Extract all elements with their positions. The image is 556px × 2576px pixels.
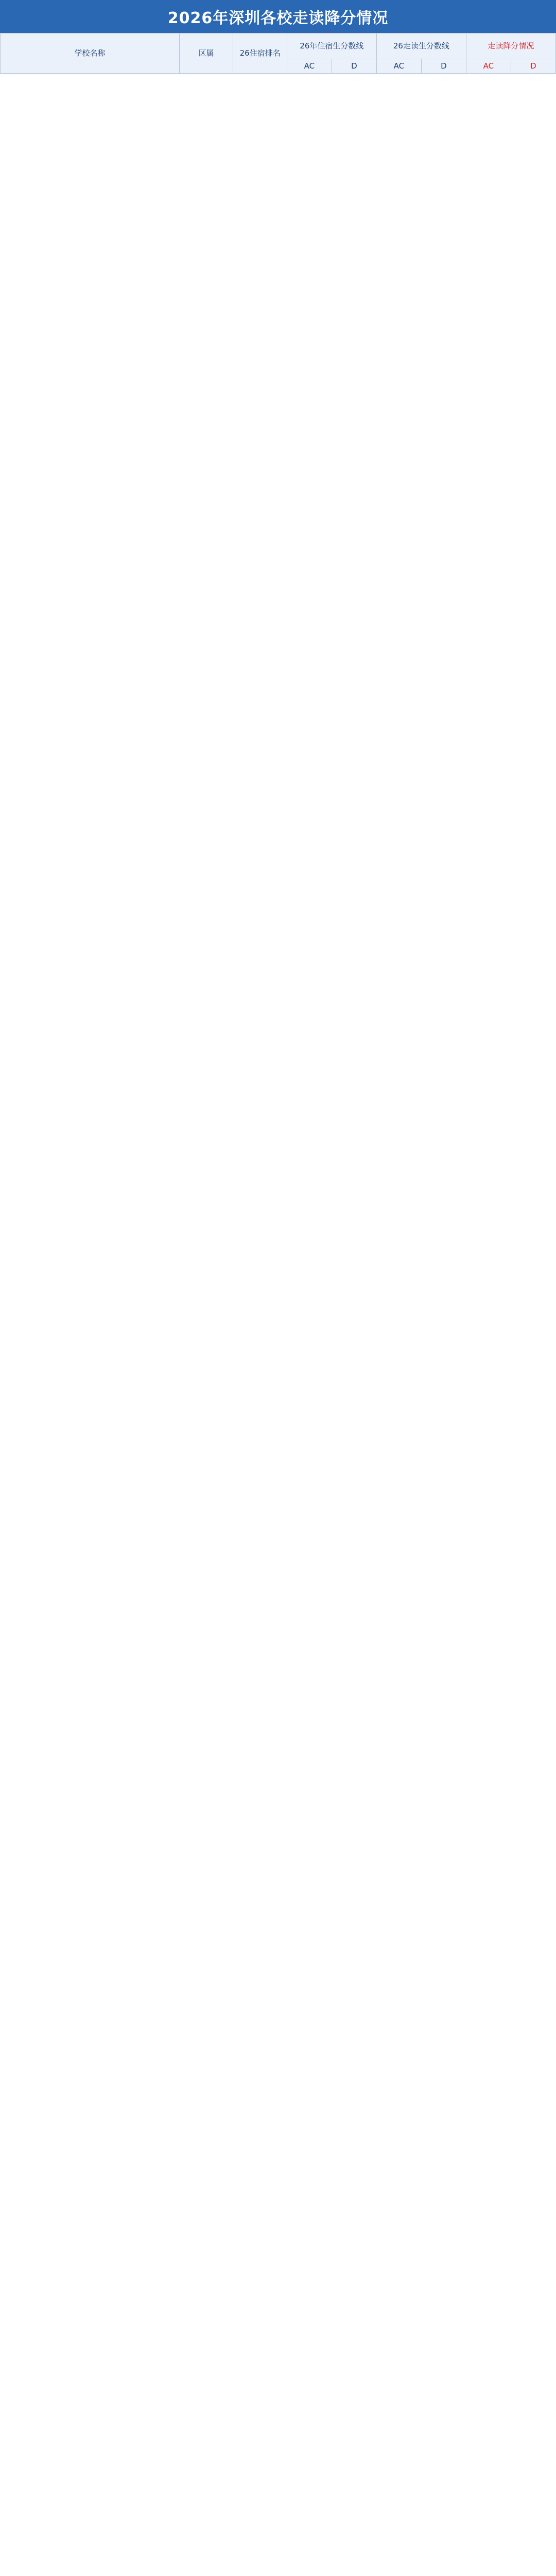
header-drop-ac: AC (466, 59, 511, 74)
header-district: 区属 (180, 33, 233, 74)
page-title: 2026年深圳各校走读降分情况 (0, 0, 556, 33)
header-score-drop: 走读降分情况 (466, 33, 555, 59)
score-table (0, 33, 556, 74)
header-boarding-d: D (332, 59, 376, 74)
header-day-d: D (421, 59, 466, 74)
header-boarding-ac: AC (287, 59, 332, 74)
header-day-line: 26走读生分数线 (376, 33, 466, 59)
header-school: 学校名称 (1, 33, 180, 74)
header-drop-d: D (511, 59, 555, 74)
header-rank: 26住宿排名 (233, 33, 287, 74)
header-boarding-line: 26年住宿生分数线 (287, 33, 376, 59)
header-day-ac: AC (376, 59, 421, 74)
table-header (1, 33, 556, 74)
